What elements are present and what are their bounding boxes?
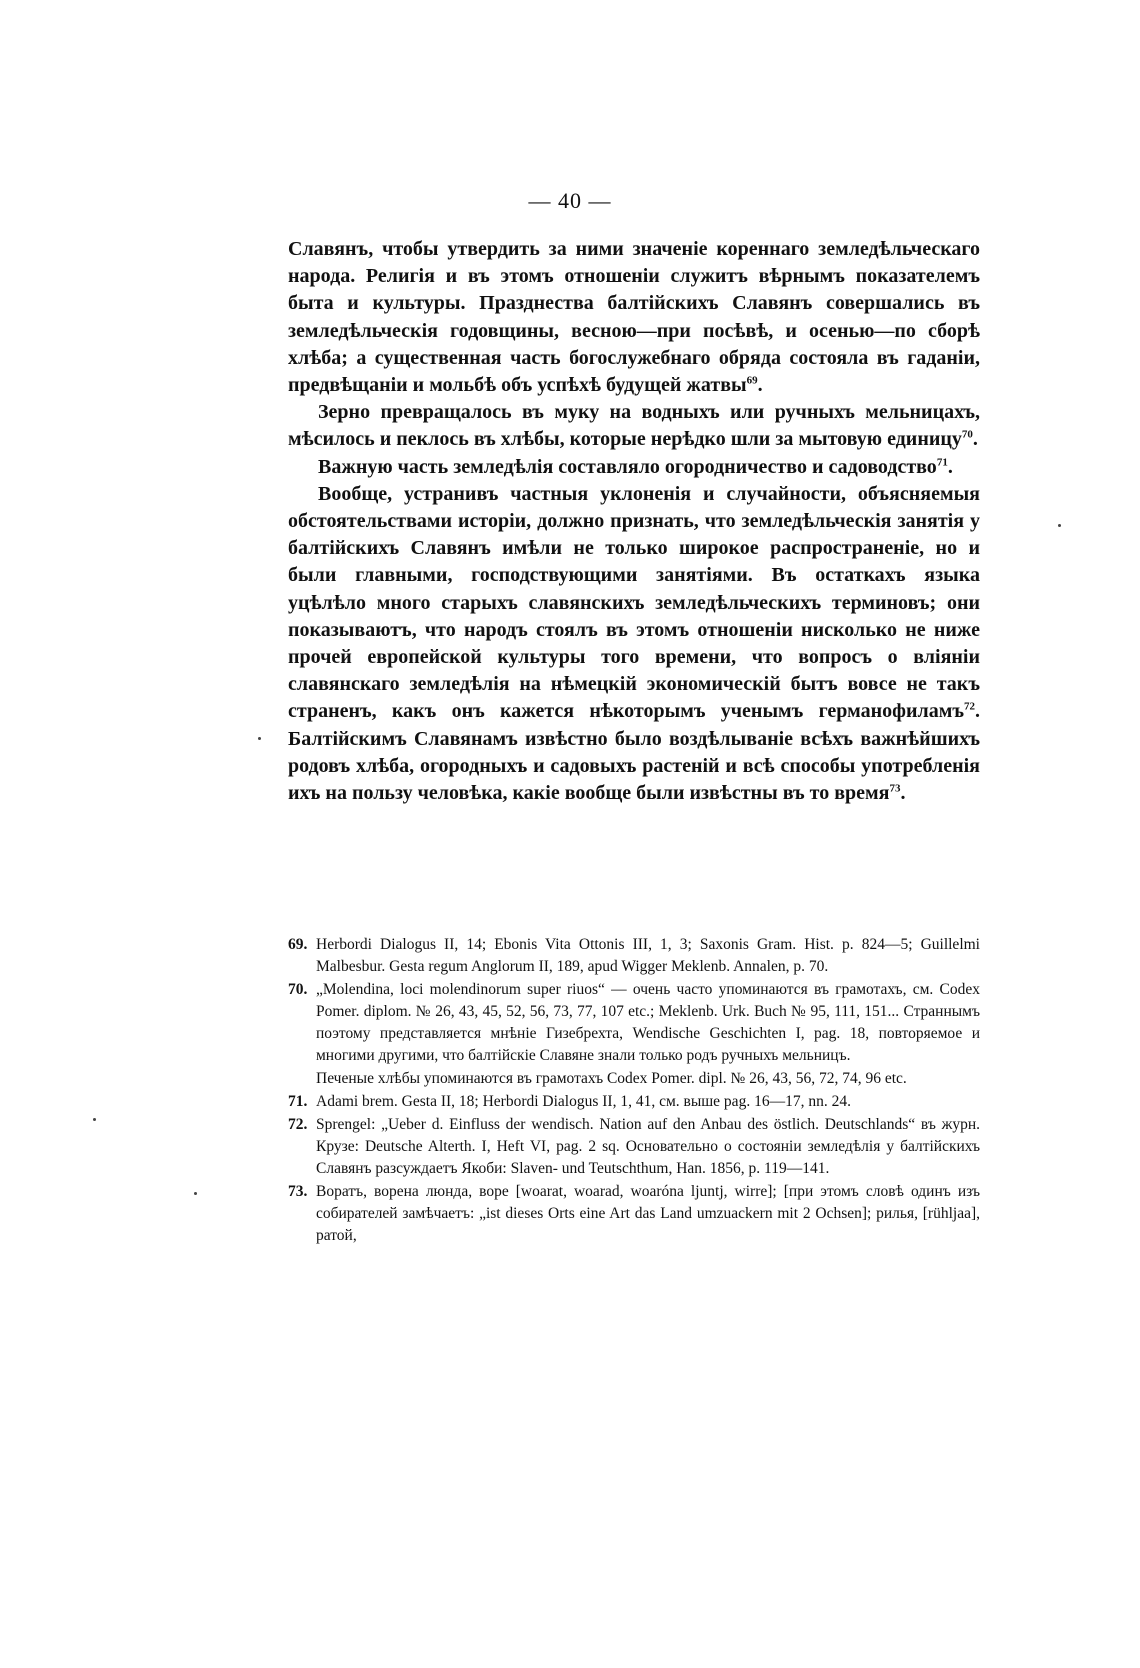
footnote bbox=[288, 979, 980, 1090]
footnote-number: 73. bbox=[288, 1183, 308, 1200]
footnote-number: 70. bbox=[288, 981, 308, 998]
footnote-ref: 72 bbox=[964, 700, 975, 713]
paragraph: Вообще, устранивъ частныя уклоненія и случайности, объясняемыя обстоятельствами исторіи, должно признать, что земледѣльческія занятія у балтійскихъ Славянъ имѣли не только широкое распространеніе, но и были главными, господствующими занятіями. Въ остаткахъ языка уцѣлѣло много старыхъ славянскихъ земледѣльческихъ терминовъ; они показываютъ, что народъ стоялъ въ этомъ отношеніи нисколько не ниже прочей европейской культуры того времени, что вопросъ о вліяніи славянскаго земледѣлія на нѣмецкій экономическій бытъ вовсе не такъ страненъ, какъ онъ кажется нѣкоторымъ ученымъ германофиламъ$^{72}$. Балтійскимъ Славянамъ извѣстно было воздѣлываніе всѣхъ важнѣйшихъ родовъ хлѣба, огородныхъ и садовыхъ растеній и всѣ способы употребленія ихъ на пользу человѣка, какіе вообще были извѣстны въ то время$^{73}$. bbox=[288, 482, 980, 805]
footnote bbox=[288, 934, 980, 978]
paragraph-text: Славянъ, чтобы утвердить за ними значеніе кореннаго земледѣльческаго народа. Религія и въ этомъ отношеніи служитъ вѣрнымъ показателемъ быта и культуры. Празднества балтійскихъ Славянъ совершались въ земледѣльческія годовщины, весною—при посѣвѣ, и осенью—по сборѣ хлѣба; а существенная часть богослужебнаго обряда состояла въ гаданіи, предвѣщаніи и мольбѣ объ успѣхѣ будущей жатвы bbox=[288, 238, 980, 397]
paragraph: Славянъ, чтобы утвердить за ними значеніе кореннаго земледѣльческаго народа. Религія и въ этомъ отношеніи служитъ вѣрнымъ показателемъ быта и культуры. Празднества балтійскихъ Славянъ совершались въ земледѣльческія годовщины, весною—при посѣвѣ, и осенью—по сборѣ хлѣба; а существенная часть богослужебнаго обряда состояла въ гаданіи, предвѣщаніи и мольбѣ объ успѣхѣ будущей жатвы$^{69}$. bbox=[288, 238, 980, 397]
footnote bbox=[288, 1181, 980, 1247]
footnote-text: Sprengel: „Ueber d. Einfluss der wendisch. Nation auf den Anbau des östlich. Deutschlands“ въ журн. Крузе: Deutsche Alterth. I, Heft VI, pag. 2 sq. Основательно о состояніи земледѣлія у балтійскихъ Славянъ разсуждаетъ Якоби: Slaven- und Teutschthum, Han. 1856, p. 119—141. bbox=[316, 1116, 980, 1177]
paragraph-text: Балтійскимъ Славянамъ извѣстно было воздѣлываніе всѣхъ важнѣйшихъ родовъ хлѣба, огородныхъ и садовыхъ растеній и всѣ способы употребленія ихъ на пользу человѣка, какіе вообще были извѣстны въ то время bbox=[288, 727, 980, 805]
footnote-number: 69. bbox=[288, 936, 308, 953]
footnote-number: 71. bbox=[288, 1093, 308, 1110]
footnote-text: Herbordi Dialogus II, 14; Ebonis Vita Ottonis III, 1, 3; Saxonis Gram. Hist. p. 824—5; Guillelmi Malbesbur. Gesta regum Anglorum II, 189, apud Wigger Meklenb. Annalen, p. 70. bbox=[316, 936, 980, 975]
scan-speck bbox=[1058, 524, 1061, 527]
footnote-text: Adami brem. Gesta II, 18; Herbordi Dialogus II, 1, 41, см. выше pag. 16—17, nn. 24. bbox=[316, 1093, 851, 1110]
main-text bbox=[288, 236, 980, 807]
scan-speck bbox=[194, 1192, 197, 1195]
paragraph-text: Зерно превращалось въ муку на водныхъ или ручныхъ мельницахъ, мѣсилось и пеклось въ хлѣбы, которые нерѣдко шли за мытовую единицу bbox=[288, 401, 980, 451]
page-number: — 40 — bbox=[528, 188, 612, 213]
footnote-text-continued: Печеные хлѣбы упоминаются въ грамотахъ Codex Pomer. dipl. № 26, 43, 56, 72, 74, 96 etc. bbox=[316, 1070, 907, 1087]
footnote-ref: 69 bbox=[746, 374, 758, 387]
paragraph: Зерно превращалось въ муку на водныхъ или ручныхъ мельницахъ, мѣсилось и пеклось въ хлѣбы, которые нерѣдко шли за мытовую единицу$^{70}$. bbox=[288, 401, 980, 451]
paragraph: Важную часть земледѣлія составляло огородничество и садоводство$^{71}$. bbox=[318, 455, 953, 478]
footnotes bbox=[288, 934, 980, 1248]
footnote-text: Воратъ, ворена люнда, воре [woarat, woarad, woaróna ljuntj, wirre]; [при этомъ словѣ одинъ изъ собирателей замѣчаетъ: „ist dieses Orts eine Art das Land umzuackern mit 2 Ochsen]; рилья, [rühljaa], ратой, bbox=[316, 1183, 980, 1244]
footnote bbox=[288, 1091, 980, 1113]
footnote-text: „Molendina, loci molendinorum super riuos“ — очень часто упоминаются въ грамотахъ, см. Codex Pomer. diplom. № 26, 43, 45, 52, 56, 73, 77, 107 etc.; Meklenb. Urk. Buch № 95, 111, 151... Страннымъ поэтому представляется мнѣніе Гизебрехта, Wendische Geschichten I, pag. 18, повторяемое и многими другими, что балтійскіе Славяне знали только родъ ручныхъ мельницъ. bbox=[316, 981, 980, 1064]
scan-speck bbox=[93, 1118, 96, 1121]
footnote bbox=[288, 1114, 980, 1180]
footnote-ref: 71 bbox=[936, 455, 948, 468]
footnote-ref: 73 bbox=[889, 782, 901, 795]
footnote-number: 72. bbox=[288, 1116, 308, 1133]
footnote-ref: 70 bbox=[961, 428, 973, 441]
paragraph-text: Важную часть земледѣлія составляло огородничество и садоводство bbox=[318, 455, 937, 478]
scan-speck bbox=[258, 737, 261, 740]
paragraph-text: Вообще, устранивъ частныя уклоненія и случайности, объясняемыя обстоятельствами исторіи, должно признать, что земледѣльческія занятія у балтійскихъ Славянъ имѣли не только широкое распространеніе, но и были главными, господствующими занятіями. Въ остаткахъ языка уцѣлѣло много старыхъ славянскихъ земледѣльческихъ терминовъ; они показываютъ, что народъ стоялъ въ этомъ отношеніи нисколько не ниже прочей европейской культуры того времени, что вопросъ о вліяніи славянскаго земледѣлія на нѣмецкій экономическій бытъ вовсе не такъ страненъ, какъ онъ кажется нѣкоторымъ ученымъ германофиламъ bbox=[288, 482, 980, 723]
